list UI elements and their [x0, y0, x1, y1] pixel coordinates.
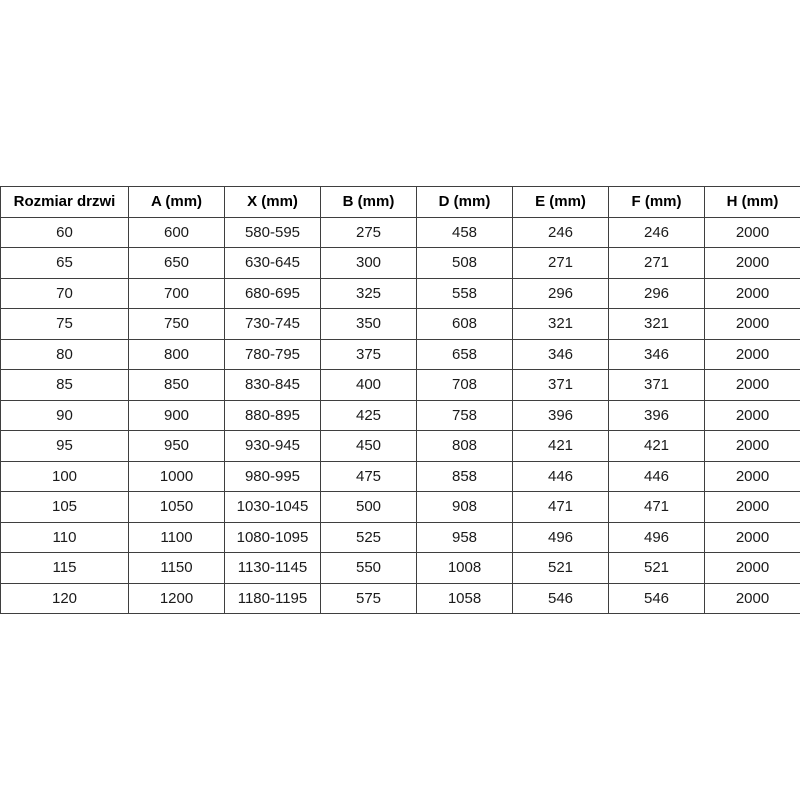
table-row: [1, 553, 800, 584]
table-cell: 521: [609, 553, 705, 584]
table-cell: 658: [417, 339, 513, 370]
table-cell: 900: [129, 400, 225, 431]
table-cell: 958: [417, 522, 513, 553]
table-cell: 600: [129, 217, 225, 248]
table-cell: 1180-1195: [225, 583, 321, 614]
table-cell: 758: [417, 400, 513, 431]
table-cell: 2000: [705, 400, 800, 431]
table-cell: 1008: [417, 553, 513, 584]
table-cell: 800: [129, 339, 225, 370]
table-cell: 1050: [129, 492, 225, 523]
table-cell: 65: [1, 248, 129, 279]
table-cell: 85: [1, 370, 129, 401]
table-cell: 2000: [705, 492, 800, 523]
header-cell-f-mm: F (mm): [609, 187, 705, 218]
table-body: [1, 217, 800, 614]
table-cell: 115: [1, 553, 129, 584]
table-cell: 321: [609, 309, 705, 340]
table-cell: 60: [1, 217, 129, 248]
table-row: [1, 370, 800, 401]
table-cell: 421: [609, 431, 705, 462]
table-cell: 2000: [705, 309, 800, 340]
table-cell: 508: [417, 248, 513, 279]
table-cell: 730-745: [225, 309, 321, 340]
table-cell: 450: [321, 431, 417, 462]
table-cell: 496: [609, 522, 705, 553]
table-cell: 371: [513, 370, 609, 401]
table-cell: 550: [321, 553, 417, 584]
table-cell: 275: [321, 217, 417, 248]
table-cell: 930-945: [225, 431, 321, 462]
table-cell: 630-645: [225, 248, 321, 279]
table-row: [1, 217, 800, 248]
table-cell: 1150: [129, 553, 225, 584]
table-cell: 1030-1045: [225, 492, 321, 523]
header-cell-x-mm: X (mm): [225, 187, 321, 218]
table-cell: 580-595: [225, 217, 321, 248]
table-cell: 608: [417, 309, 513, 340]
table-cell: 546: [609, 583, 705, 614]
table-cell: 421: [513, 431, 609, 462]
table-cell: 850: [129, 370, 225, 401]
table-cell: 325: [321, 278, 417, 309]
table-cell: 1080-1095: [225, 522, 321, 553]
table-cell: 425: [321, 400, 417, 431]
table-row: [1, 278, 800, 309]
table-cell: 296: [609, 278, 705, 309]
table-cell: 1130-1145: [225, 553, 321, 584]
table-row: [1, 400, 800, 431]
table-cell: 105: [1, 492, 129, 523]
table-cell: 471: [513, 492, 609, 523]
table-cell: 780-795: [225, 339, 321, 370]
table-cell: 400: [321, 370, 417, 401]
table-cell: 296: [513, 278, 609, 309]
table-cell: 271: [513, 248, 609, 279]
table-cell: 120: [1, 583, 129, 614]
header-row: [1, 187, 800, 218]
table-cell: 246: [513, 217, 609, 248]
table-cell: 90: [1, 400, 129, 431]
table-cell: 858: [417, 461, 513, 492]
header-cell-h-mm: H (mm): [705, 187, 800, 218]
table-cell: 950: [129, 431, 225, 462]
table-cell: 350: [321, 309, 417, 340]
table-cell: 680-695: [225, 278, 321, 309]
table-cell: 95: [1, 431, 129, 462]
table-cell: 546: [513, 583, 609, 614]
table-cell: 2000: [705, 522, 800, 553]
table-row: [1, 339, 800, 370]
table-cell: 2000: [705, 553, 800, 584]
table-cell: 80: [1, 339, 129, 370]
table-cell: 525: [321, 522, 417, 553]
table-cell: 980-995: [225, 461, 321, 492]
table-cell: 2000: [705, 217, 800, 248]
header-cell-d-mm: D (mm): [417, 187, 513, 218]
table-row: [1, 522, 800, 553]
table-cell: 396: [513, 400, 609, 431]
table-cell: 396: [609, 400, 705, 431]
table-cell: 2000: [705, 461, 800, 492]
header-cell-a-mm: A (mm): [129, 187, 225, 218]
table-cell: 475: [321, 461, 417, 492]
table-cell: 700: [129, 278, 225, 309]
table-cell: 246: [609, 217, 705, 248]
table-cell: 458: [417, 217, 513, 248]
table-cell: 70: [1, 278, 129, 309]
table-cell: 371: [609, 370, 705, 401]
table-cell: 2000: [705, 339, 800, 370]
table-cell: 75: [1, 309, 129, 340]
table-cell: 375: [321, 339, 417, 370]
table-cell: 100: [1, 461, 129, 492]
table-cell: 2000: [705, 370, 800, 401]
table-cell: 708: [417, 370, 513, 401]
table-row: [1, 309, 800, 340]
table-cell: 1200: [129, 583, 225, 614]
table-row: [1, 492, 800, 523]
header-cell-b-mm: B (mm): [321, 187, 417, 218]
table-row: [1, 583, 800, 614]
table-cell: 346: [609, 339, 705, 370]
header-cell-rozmiar-drzwi: Rozmiar drzwi: [1, 187, 129, 218]
table-cell: 446: [513, 461, 609, 492]
table-cell: 321: [513, 309, 609, 340]
table-cell: 830-845: [225, 370, 321, 401]
table-cell: 521: [513, 553, 609, 584]
table-cell: 271: [609, 248, 705, 279]
table-cell: 908: [417, 492, 513, 523]
table-cell: 2000: [705, 431, 800, 462]
table-cell: 110: [1, 522, 129, 553]
table-cell: 346: [513, 339, 609, 370]
table-cell: 880-895: [225, 400, 321, 431]
table-cell: 500: [321, 492, 417, 523]
table-row: [1, 248, 800, 279]
table-cell: 1000: [129, 461, 225, 492]
table-cell: 808: [417, 431, 513, 462]
table-cell: 2000: [705, 248, 800, 279]
table-cell: 2000: [705, 278, 800, 309]
table-cell: 446: [609, 461, 705, 492]
table-row: [1, 461, 800, 492]
table-row: [1, 431, 800, 462]
door-size-table: [0, 186, 800, 614]
header-cell-e-mm: E (mm): [513, 187, 609, 218]
table-cell: 2000: [705, 583, 800, 614]
table-cell: 575: [321, 583, 417, 614]
table-cell: 558: [417, 278, 513, 309]
table-cell: 496: [513, 522, 609, 553]
table-cell: 1058: [417, 583, 513, 614]
table-cell: 650: [129, 248, 225, 279]
table-cell: 750: [129, 309, 225, 340]
table-cell: 471: [609, 492, 705, 523]
table-cell: 300: [321, 248, 417, 279]
table-cell: 1100: [129, 522, 225, 553]
